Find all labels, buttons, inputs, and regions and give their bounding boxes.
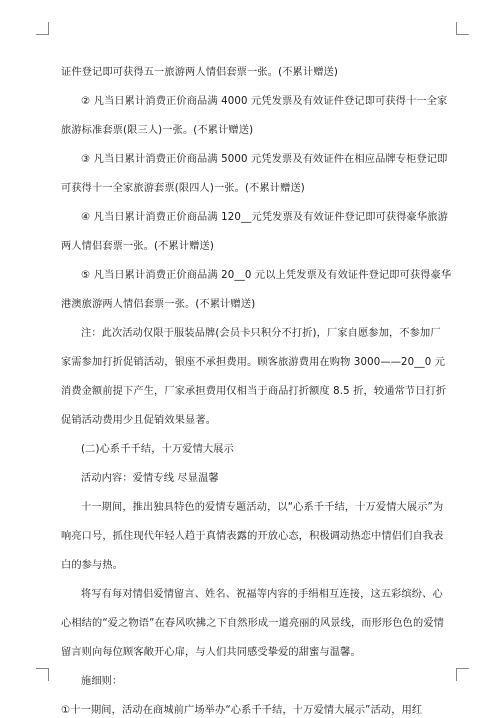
paragraph-line: 可获得十一全家旅游套票(限四人)一张。(不累计赠送) <box>61 183 305 194</box>
paragraph-line: 白的参与热。 <box>61 560 124 571</box>
subheading-line: 施细则： <box>81 676 123 687</box>
paragraph-line: ①十一期间，活动在商城前广场举办“心系千千结，十万爱情大展示”活动，用红 <box>61 705 423 716</box>
note-line: 家需参加打折促销活动，银座不承担费用。顾客旅游费用在购物 3000——20__0 元 <box>61 357 446 368</box>
paragraph-line: 港澳旅游两人情侣套票一张。(不累计赠送) <box>61 299 256 310</box>
crop-mark-bottom-left <box>36 668 49 681</box>
paragraph-line: 响亮口号，抓住现代年轻人趋于真情表露的开放心态，积极调动热恋中情侣们自我表 <box>61 531 444 542</box>
paragraph-line: 心相结的“爱之物语”在春风吹拂之下自然形成一道亮丽的风景线，而形形色色的爱情 <box>61 618 445 629</box>
activity-content-line: 活动内容：爱情专线 尽显温馨 <box>81 473 219 484</box>
crop-mark-top-left <box>36 22 49 35</box>
paragraph-line: ⑤ 凡当日累计消费正价商品满 20__0 元以上凭发票及有效证件登记即可获得豪华 <box>81 270 452 281</box>
paragraph-line: 两人情侣套票一张。(不累计赠送) <box>61 241 214 252</box>
note-line: 消费金额前提下产生，厂家承担费用仅相当于商品打折额度 8.5 折，较通常节日打折 <box>61 386 447 397</box>
paragraph-line: 将写有每对情侣爱情留言、姓名、祝福等内容的手绢相互连接，这五彩缤纷、心 <box>81 589 443 600</box>
paragraph-line: ③ 凡当日累计消费正价商品满 5000 元凭发票及有效证件在相应品牌专柜登记即 <box>81 154 448 165</box>
paragraph-line: ④ 凡当日累计消费正价商品满 120__元凭发票及有效证件登记即可获得豪华旅游 <box>81 212 448 223</box>
paragraph-line: 留言则向每位顾客敞开心扉，与人们共同感受挚爱的甜蜜与温馨。 <box>61 647 361 658</box>
crop-mark-bottom-right <box>456 668 469 681</box>
paragraph-line: 证件登记即可获得五一旅游两人情侣套票一张。(不累计赠送) <box>61 67 339 78</box>
paragraph-line: ② 凡当日累计消费正价商品满 4000 元凭发票及有效证件登记即可获得十一全家 <box>81 96 448 107</box>
section-heading: (二)心系千千结，十万爱情大展示 <box>81 444 234 455</box>
paragraph-line: 十一期间，推出独具特色的爱情专题活动，以“心系千千结，十万爱情大展示”为 <box>81 502 444 513</box>
paragraph-line: 旅游标准套票(限三人)一张。(不累计赠送) <box>61 125 254 136</box>
crop-mark-top-right <box>456 22 469 35</box>
note-line: 促销活动费用少且促销效果显著。 <box>61 415 217 426</box>
note-line: 注：此次活动仅限于服装品牌(会员卡只积分不打折)，厂家自愿参加，不参加厂 <box>81 328 441 339</box>
